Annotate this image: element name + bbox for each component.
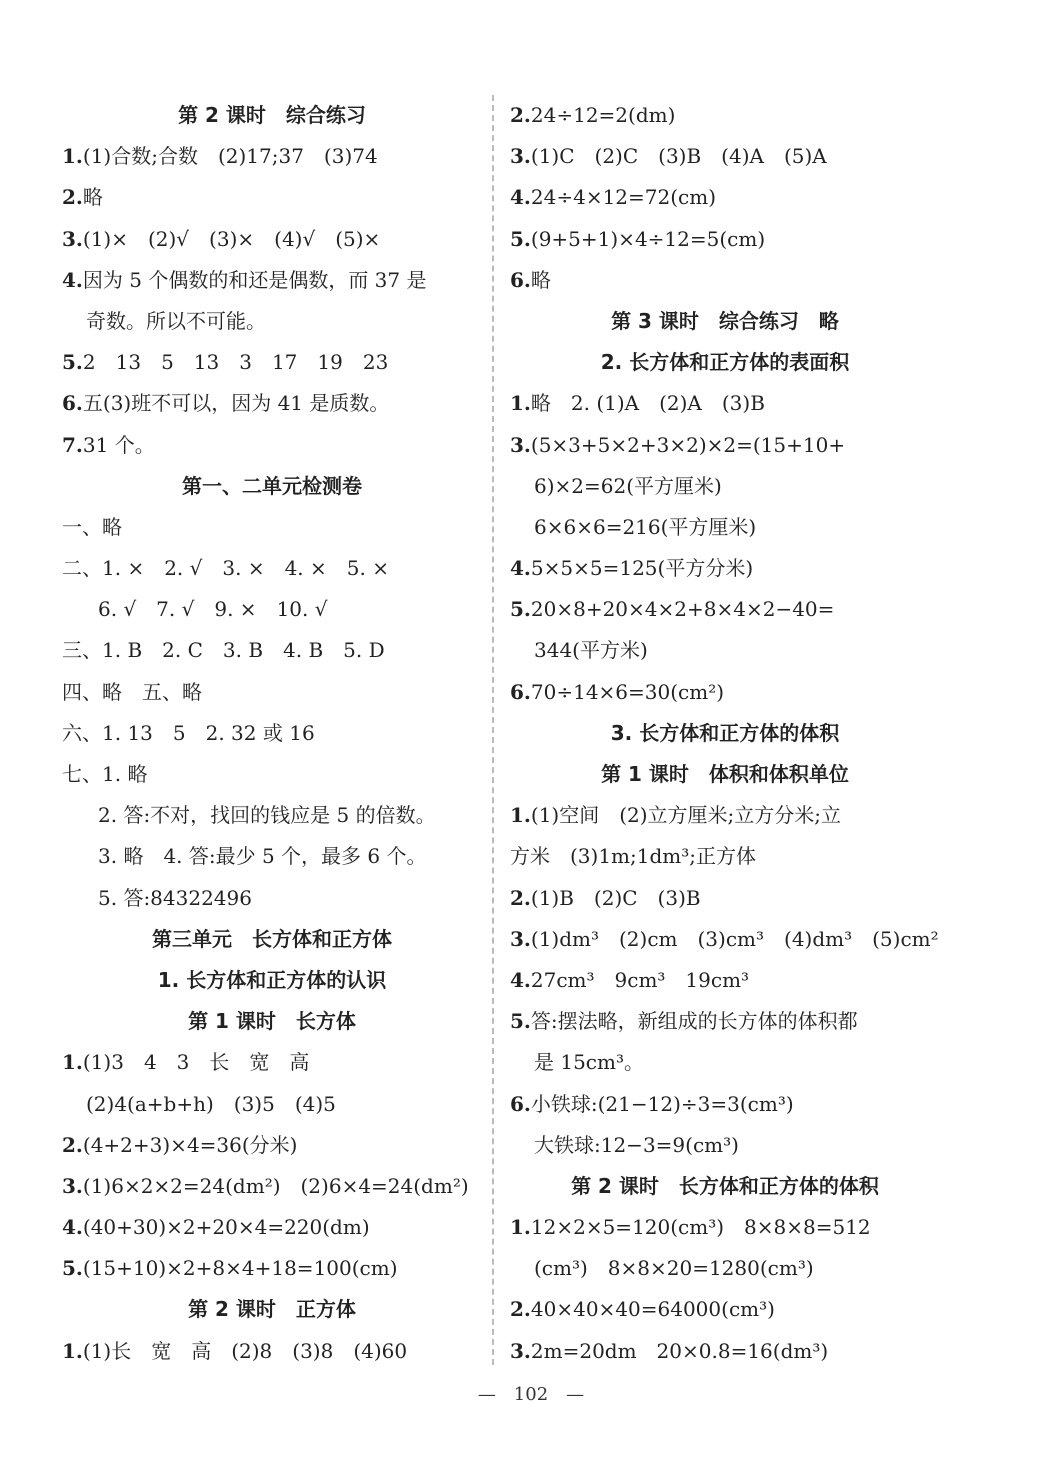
question-number: 5.	[510, 597, 531, 622]
question-number: 6.	[510, 1091, 531, 1116]
line-text: 三、1. B 2. C 3. B 4. B 5. D	[62, 638, 385, 663]
answer-line	[510, 630, 940, 671]
answer-line	[510, 1207, 940, 1248]
answer-line	[62, 301, 482, 342]
line-text: (40+30)×2+20×4=220(dm)	[82, 1215, 370, 1240]
answer-line	[510, 136, 940, 177]
line-text: 24÷12=2(dm)	[530, 103, 676, 127]
answer-line	[62, 630, 482, 671]
answer-line	[62, 589, 482, 630]
line-text: 二、1. × 2. √ 3. × 4. × 5. ×	[62, 556, 389, 581]
answer-line	[510, 260, 940, 301]
question-number: 1.	[510, 391, 531, 416]
line-text: 第 2 课时 综合练习	[178, 103, 366, 127]
answer-line	[62, 260, 482, 301]
answer-line	[510, 507, 940, 548]
line-text: 31 个。	[82, 432, 155, 457]
question-number: 4.	[510, 185, 531, 210]
line-text: 第 2 课时 长方体和正方体的体积	[571, 1173, 879, 1198]
question-number: 6.	[62, 391, 83, 416]
column-divider	[492, 95, 494, 1365]
line-text: 一、略	[62, 514, 122, 539]
line-text: 2m=20dm 20×0.8=16(dm³)	[530, 1338, 829, 1363]
line-text: 略	[82, 185, 103, 210]
section-heading	[510, 301, 940, 342]
question-number: 5.	[510, 1009, 531, 1034]
question-number: 4.	[510, 967, 531, 992]
question-number: 5.	[510, 226, 531, 251]
section-heading	[510, 713, 940, 754]
answer-line	[510, 177, 940, 218]
answer-line	[62, 1248, 482, 1289]
answer-line	[62, 878, 482, 919]
answer-line	[62, 177, 482, 218]
answer-line	[510, 219, 940, 260]
answer-line	[510, 425, 940, 466]
answer-line	[510, 836, 940, 877]
line-text: 是 15cm³。	[534, 1050, 644, 1075]
answer-line	[510, 1125, 940, 1166]
question-number: 2.	[62, 1132, 83, 1157]
answer-line	[510, 878, 940, 919]
answer-line	[510, 960, 940, 1001]
question-number: 5.	[62, 1256, 83, 1281]
line-text: 3. 略 4. 答:最少 5 个，最多 6 个。	[98, 844, 427, 869]
line-text: 5×5×5=125(平方分米)	[530, 556, 754, 581]
section-heading	[510, 1166, 940, 1207]
section-heading	[510, 342, 940, 383]
answer-line	[510, 1248, 940, 1289]
section-heading	[62, 466, 482, 507]
line-text: 方米 (3)1m;1dm³;正方体	[510, 844, 757, 869]
answer-line	[62, 507, 482, 548]
line-text: 2. 答:不对，找回的钱应是 5 的倍数。	[98, 803, 436, 828]
line-text: 第三单元 长方体和正方体	[152, 926, 392, 951]
section-heading	[62, 960, 482, 1001]
question-number: 4.	[510, 556, 531, 581]
line-text: (1)空间 (2)立方厘米;立方分米;立	[530, 803, 842, 828]
answer-line	[62, 754, 482, 795]
answer-line	[510, 383, 940, 424]
answer-line	[510, 589, 940, 630]
answer-line	[510, 1042, 940, 1083]
line-text: 24÷4×12=72(cm)	[530, 185, 717, 210]
answer-line	[62, 425, 482, 466]
question-number: 1.	[510, 1215, 531, 1240]
line-text: (1)dm³ (2)cm (3)cm³ (4)dm³ (5)cm²	[530, 926, 939, 951]
line-text: 2 13 5 13 3 17 19 23	[82, 350, 389, 375]
section-heading	[62, 919, 482, 960]
answer-line	[510, 1331, 940, 1372]
question-number: 4.	[62, 267, 83, 292]
answer-line	[62, 1331, 482, 1372]
answer-line	[510, 466, 940, 507]
answer-line	[62, 1084, 482, 1125]
right-column	[510, 95, 940, 1372]
question-number: 6.	[510, 267, 531, 292]
line-text: 七、1. 略	[62, 762, 148, 786]
question-number: 2.	[62, 185, 83, 210]
line-text: (1)B (2)C (3)B	[530, 885, 701, 910]
line-text: 27cm³ 9cm³ 19cm³	[530, 967, 750, 992]
line-text: 第 3 课时 综合练习 略	[611, 308, 839, 333]
question-number: 3.	[62, 1173, 83, 1198]
line-text: (1)× (2)√ (3)× (4)√ (5)×	[82, 226, 381, 251]
question-number: 3.	[510, 926, 531, 951]
line-text: 5. 答:84322496	[98, 885, 252, 910]
line-text: 五(3)班不可以，因为 41 是质数。	[82, 391, 390, 416]
line-text: (9+5+1)×4÷12=5(cm)	[530, 226, 766, 251]
question-number: 1.	[62, 1050, 83, 1075]
answer-line	[510, 548, 940, 589]
answer-line	[510, 795, 940, 836]
line-text: 70÷14×6=30(cm²)	[530, 679, 725, 704]
line-text: 3. 长方体和正方体的体积	[610, 720, 840, 745]
answer-line	[510, 95, 940, 136]
line-text: 因为 5 个偶数的和还是偶数，而 37 是	[82, 267, 427, 292]
answer-line	[510, 919, 940, 960]
line-text: 大铁球:12−3=9(cm³)	[534, 1132, 739, 1157]
answer-line	[62, 342, 482, 383]
question-number: 7.	[62, 432, 83, 457]
question-number: 2.	[510, 885, 531, 910]
line-text: 12×2×5=120(cm³) 8×8×8=512	[530, 1215, 871, 1240]
question-number: 3.	[62, 226, 83, 251]
line-text: 第一、二单元检测卷	[182, 473, 362, 498]
line-text: 20×8+20×4×2+8×4×2−40=	[530, 597, 835, 622]
line-text: 小铁球:(21−12)÷3=3(cm³)	[530, 1091, 794, 1116]
answer-line	[510, 672, 940, 713]
question-number: 3.	[510, 144, 531, 169]
left-column	[62, 95, 482, 1372]
question-number: 2.	[510, 103, 531, 127]
line-text: (2)4(a+b+h) (3)5 (4)5	[86, 1091, 336, 1116]
answer-line	[62, 219, 482, 260]
question-number: 6.	[510, 679, 531, 704]
answer-line	[62, 548, 482, 589]
answer-line	[62, 713, 482, 754]
line-text: 答:摆法略，新组成的长方体的体积都	[530, 1009, 858, 1034]
answer-line	[62, 672, 482, 713]
question-number: 1.	[62, 1338, 83, 1363]
answer-line	[62, 836, 482, 877]
question-number: 4.	[62, 1215, 83, 1240]
page-number: — 102 —	[477, 1384, 585, 1405]
line-text: 6. √ 7. √ 9. × 10. √	[98, 597, 328, 622]
answer-line	[62, 136, 482, 177]
question-number: 2.	[510, 1297, 531, 1322]
question-number: 5.	[62, 350, 83, 375]
line-text: 奇数。所以不可能。	[86, 308, 266, 333]
question-number: 1.	[62, 144, 83, 169]
section-heading	[62, 1001, 482, 1042]
question-number: 1.	[510, 803, 531, 828]
line-text: (1)6×2×2=24(dm²) (2)6×4=24(dm²)	[82, 1173, 469, 1198]
question-number: 3.	[510, 432, 531, 457]
line-text: 6×6×6=216(平方厘米)	[534, 514, 757, 539]
answer-line	[62, 383, 482, 424]
line-text: (4+2+3)×4=36(分米)	[82, 1132, 298, 1157]
line-text: (cm³) 8×8×20=1280(cm³)	[534, 1256, 814, 1281]
answer-line	[62, 1207, 482, 1248]
line-text: 第 1 课时 体积和体积单位	[601, 762, 849, 786]
answer-line	[62, 1166, 482, 1207]
line-text: 2. 长方体和正方体的表面积	[600, 350, 850, 375]
section-heading	[62, 1289, 482, 1330]
line-text: 344(平方米)	[534, 638, 648, 663]
line-text: 6)×2=62(平方厘米)	[534, 473, 722, 498]
answer-line	[510, 1001, 940, 1042]
line-text: (1)3 4 3 长 宽 高	[82, 1050, 310, 1075]
line-text: (15+10)×2+8×4+18=100(cm)	[82, 1256, 398, 1281]
answer-line	[510, 1084, 940, 1125]
line-text: 1. 长方体和正方体的认识	[157, 967, 387, 992]
question-number: 3.	[510, 1338, 531, 1363]
section-heading	[62, 95, 482, 136]
line-text: 四、略 五、略	[62, 679, 202, 704]
line-text: (5×3+5×2+3×2)×2=(15+10+	[530, 432, 846, 457]
line-text: 六、1. 13 5 2. 32 或 16	[62, 720, 315, 745]
line-text: 40×40×40=64000(cm³)	[530, 1297, 775, 1322]
line-text: 略	[530, 267, 551, 292]
answer-line	[62, 1125, 482, 1166]
answer-line	[62, 1042, 482, 1083]
section-heading	[510, 754, 940, 795]
answer-line	[62, 795, 482, 836]
line-text: (1)合数;合数 (2)17;37 (3)74	[82, 144, 378, 169]
line-text: 略 2. (1)A (2)A (3)B	[530, 391, 765, 416]
line-text: (1)长 宽 高 (2)8 (3)8 (4)60	[82, 1338, 408, 1363]
line-text: 第 1 课时 长方体	[188, 1009, 356, 1034]
answer-line	[510, 1289, 940, 1330]
line-text: 第 2 课时 正方体	[188, 1297, 356, 1322]
line-text: (1)C (2)C (3)B (4)A (5)A	[530, 144, 827, 169]
